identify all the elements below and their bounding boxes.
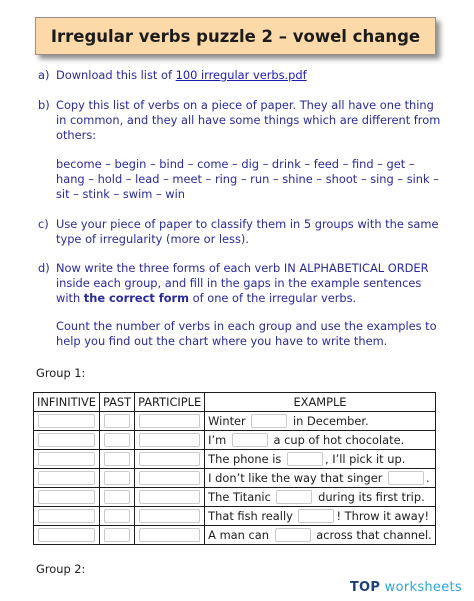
brand-top: TOP [349, 580, 381, 595]
instruction-b-letter: b) [38, 98, 50, 112]
example-text-before: Winter [208, 413, 250, 428]
instruction-a [38, 68, 442, 83]
verb-list: become – begin – bind – come – dig – drink – feed – find – get – hang – hold – lead – meet – ring – run – shine – shoot – sing – sink – sit – stink – swim – win [56, 157, 439, 201]
infinitive-input[interactable] [38, 414, 95, 428]
participle-cell [135, 412, 205, 431]
past-cell [99, 488, 134, 507]
infinitive-cell [34, 469, 100, 488]
table-row [34, 450, 436, 469]
example-text-before: That fish really [208, 508, 297, 523]
participle-cell [135, 431, 205, 450]
participle-cell [135, 507, 205, 526]
past-input[interactable] [104, 452, 130, 466]
example-text-after: a cup of hot chocolate. [269, 432, 405, 447]
infinitive-input[interactable] [38, 490, 95, 504]
participle-input[interactable] [139, 509, 200, 523]
instruction-b-text: Copy this list of verbs on a piece of paper. They all have one thing in common, and they all have some things which are different from others: [56, 98, 441, 142]
instruction-a-text: Download this list of [56, 68, 176, 82]
instruction-d-text: Now write the three forms of each verb IN ALPHABETICAL ORDER inside each group, and fill in the gaps in the example sentences with [56, 261, 429, 305]
title-banner [35, 17, 436, 55]
infinitive-cell [34, 488, 100, 507]
example-text-before: The Titanic [208, 489, 275, 504]
past-input[interactable] [104, 490, 130, 504]
past-input[interactable] [104, 414, 130, 428]
instruction-c-text: Use your piece of paper to classify them in 5 groups with the same type of irregularity (more or less). [56, 217, 439, 246]
example-cell [205, 431, 436, 450]
group-1-table [33, 392, 436, 545]
example-text-before: I’m [208, 432, 230, 447]
instruction-d-letter: d) [38, 261, 50, 275]
past-cell [99, 507, 134, 526]
table-row [34, 526, 436, 545]
participle-cell [135, 488, 205, 507]
table-row [34, 431, 436, 450]
instruction-c-letter: c) [38, 217, 49, 231]
example-gap-input[interactable] [276, 490, 312, 504]
table-row [34, 412, 436, 431]
past-cell [99, 469, 134, 488]
header-infinitive: INFINITIVE [34, 393, 100, 412]
example-gap-input[interactable] [298, 509, 334, 523]
example-cell [205, 488, 436, 507]
example-gap-input[interactable] [232, 433, 268, 447]
page-title: Irregular verbs puzzle 2 – vowel change [50, 26, 421, 46]
infinitive-cell [34, 450, 100, 469]
participle-input[interactable] [139, 452, 200, 466]
example-cell [205, 469, 436, 488]
example-text-after: across that channel. [312, 527, 432, 542]
past-input[interactable] [104, 509, 130, 523]
example-text-after: in December. [289, 413, 369, 428]
verbs-pdf-link[interactable]: 100 irregular verbs.pdf [175, 68, 307, 82]
example-text-after: . [426, 470, 430, 485]
header-participle: PARTICIPLE [135, 393, 205, 412]
topworksheets-logo [350, 580, 462, 595]
example-gap-input[interactable] [287, 452, 323, 466]
instruction-b [38, 98, 442, 143]
infinitive-cell [34, 507, 100, 526]
past-input[interactable] [104, 471, 130, 485]
infinitive-cell [34, 526, 100, 545]
instruction-a-letter: a) [38, 68, 50, 82]
table-row [34, 507, 436, 526]
table-row [34, 488, 436, 507]
example-cell [205, 507, 436, 526]
table-row [34, 469, 436, 488]
count-instruction: Count the number of verbs in each group and use the examples to help you find out the chart where you have to write them. [56, 319, 437, 348]
past-cell [99, 526, 134, 545]
past-input[interactable] [104, 433, 130, 447]
example-text-after: , I’ll pick it up. [324, 451, 406, 466]
infinitive-input[interactable] [38, 471, 95, 485]
past-cell [99, 450, 134, 469]
header-past: PAST [99, 393, 134, 412]
instruction-d-bold: the correct form [83, 291, 190, 305]
past-cell [99, 431, 134, 450]
example-gap-input[interactable] [275, 528, 311, 542]
infinitive-input[interactable] [38, 528, 95, 542]
infinitive-cell [34, 431, 100, 450]
participle-cell [135, 450, 205, 469]
group-1-label: Group 1: [36, 366, 86, 380]
example-text-after: ! Throw it away! [336, 508, 430, 523]
example-text-before: The phone is [208, 451, 285, 466]
group-2-label: Group 2: [36, 562, 86, 576]
participle-input[interactable] [139, 471, 200, 485]
past-input[interactable] [104, 528, 130, 542]
participle-input[interactable] [139, 433, 200, 447]
infinitive-input[interactable] [38, 509, 95, 523]
example-text-after: during its first trip. [314, 489, 425, 504]
participle-cell [135, 469, 205, 488]
infinitive-input[interactable] [38, 433, 95, 447]
header-example: EXAMPLE [205, 393, 436, 412]
brand-worksheets: worksheets [384, 580, 462, 595]
instruction-d-text-end: of one of the irregular verbs. [189, 291, 357, 305]
example-gap-input[interactable] [251, 414, 287, 428]
instruction-d [38, 261, 442, 306]
example-text-before: A man can [208, 527, 273, 542]
participle-cell [135, 526, 205, 545]
example-cell [205, 412, 436, 431]
participle-input[interactable] [139, 490, 200, 504]
example-cell [205, 526, 436, 545]
participle-input[interactable] [139, 528, 200, 542]
example-cell [205, 450, 436, 469]
example-text-before: I don’t like the way that singer [208, 470, 387, 485]
instruction-c [38, 217, 442, 247]
participle-input[interactable] [139, 414, 200, 428]
past-cell [99, 412, 134, 431]
infinitive-cell [34, 412, 100, 431]
infinitive-input[interactable] [38, 452, 95, 466]
example-gap-input[interactable] [388, 471, 424, 485]
